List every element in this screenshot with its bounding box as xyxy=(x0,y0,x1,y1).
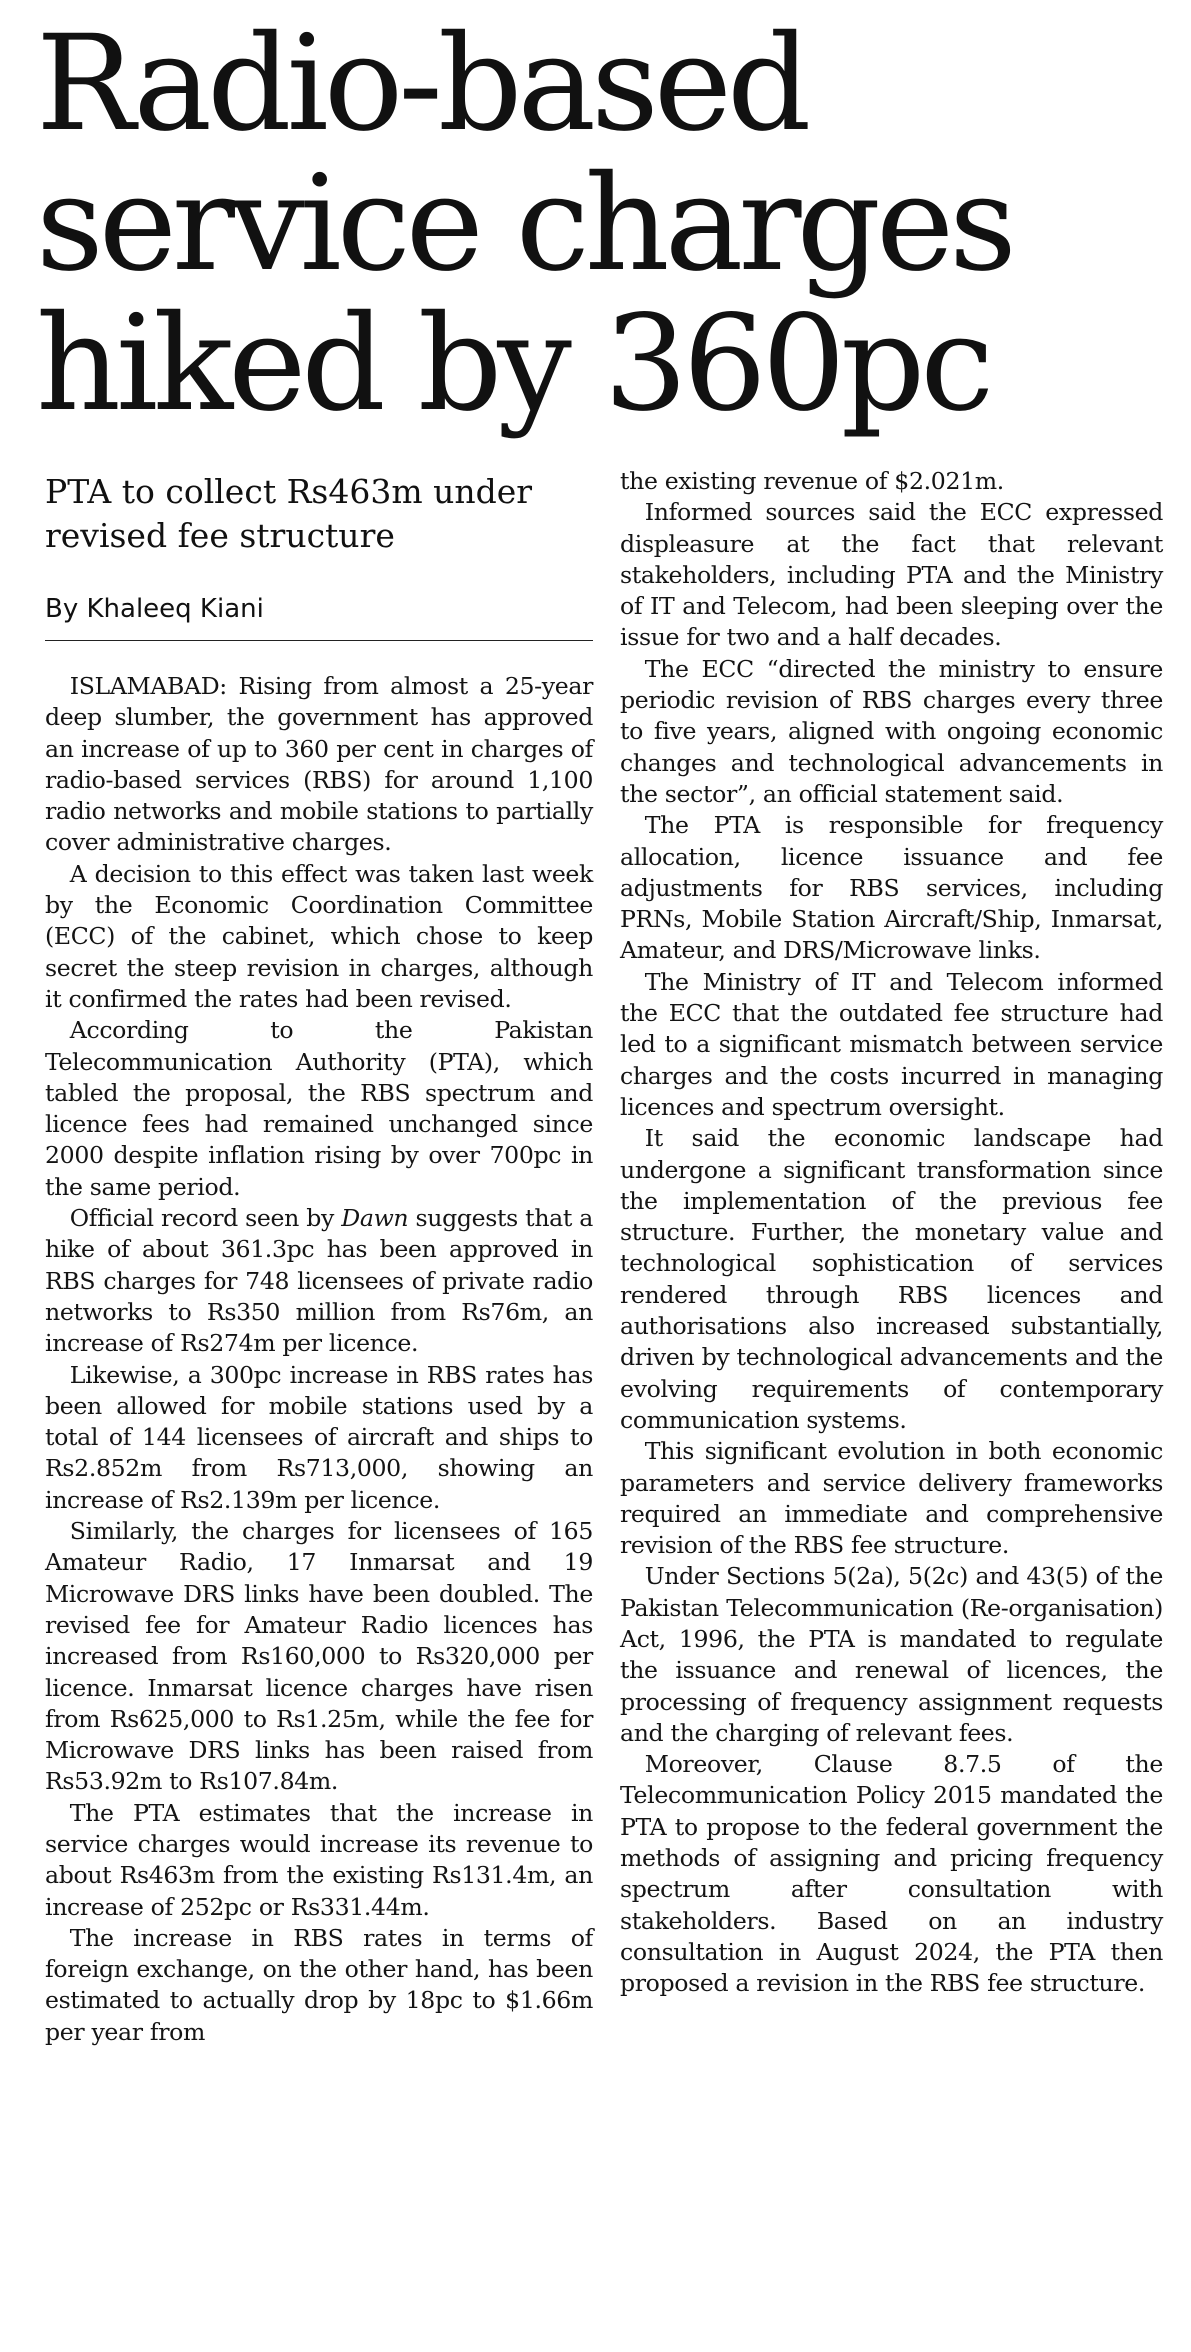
paragraph: The Ministry of IT and Telecom informed the ECC that the outdated fee structure had led to a significant mismatch between service charges and the costs incurred in managing licences and spectrum oversight. xyxy=(620,967,1163,1121)
paragraph-text: Official record seen by xyxy=(69,1204,334,1233)
right-column xyxy=(620,466,1163,2000)
right-column-body xyxy=(620,466,1163,2000)
paragraph: Likewise, a 300pc increase in RBS rates has been allowed for mobile stations used by a total of 144 licensees of aircraft and ships to Rs2.852m from Rs713,000, showing an increase of Rs2.139m per licence. xyxy=(45,1360,593,1514)
left-column xyxy=(45,470,593,2048)
paragraph: The ECC “directed the ministry to ensure periodic revision of RBS charges every three to five years, aligned with ongoing economic changes and technological advancements in the sector”, an official statement said. xyxy=(620,654,1163,808)
paragraph-text: suggests that a hike of about 361.3pc has been approved in RBS charges for 748 licensees of private radio networks to Rs350 million from Rs76m, an increase of Rs274m per licence. xyxy=(45,1204,593,1358)
paragraph: According to the Pakistan Telecommunication Authority (PTA), which tabled the proposal, the RBS spectrum and licence fees had remained unchanged since 2000 despite inflation rising by over 700pc in the same period. xyxy=(45,1016,593,1201)
paragraph: Moreover, Clause 8.7.5 of the Telecommunication Policy 2015 mandated the PTA to propose to the federal government the methods of assigning and pricing frequency spectrum after consultation with stakeholders. Based on an industry consultation in August 2024, the PTA then proposed a revision in the RBS fee structure. xyxy=(620,1750,1163,1998)
subheadline: PTA to collect Rs463m under revised fee structure xyxy=(45,472,533,555)
paragraph xyxy=(45,671,593,859)
left-column-body xyxy=(45,671,593,2048)
paragraph-continuation: the existing revenue of $2.021m. xyxy=(620,467,1004,495)
newspaper-name: Dawn xyxy=(341,1204,409,1233)
paragraph xyxy=(45,1203,593,1359)
paragraph: The PTA estimates that the increase in service charges would increase its revenue to about Rs463m from the existing Rs131.4m, an increase of 252pc or Rs331.44m. xyxy=(45,1798,593,1921)
paragraph: A decision to this effect was taken last week by the Economic Coordination Committee (ECC) of the cabinet, which chose to keep secret the steep revision in charges, although it confirmed the rates had been revised. xyxy=(45,859,593,1013)
paragraph: Under Sections 5(2a), 5(2c) and 43(5) of the Pakistan Telecommunication (Re-organisation) Act, 1996, the PTA is mandated to regulate the issuance and renewal of licences, the processing of frequency assignment requests and the charging of relevant fees. xyxy=(620,1562,1163,1747)
byline: By Khaleeq Kiani xyxy=(45,592,593,641)
headline: Radio-based service charges hiked by 360pc xyxy=(36,7,1012,441)
paragraph: This significant evolution in both economic parameters and service delivery frameworks required an immediate and comprehensive revision of the RBS fee structure. xyxy=(620,1437,1163,1560)
paragraph: Informed sources said the ECC expressed displeasure at the fact that relevant stakeholders, including PTA and the Ministry of IT and Telecom, had been sleeping over the issue for two and a half decades. xyxy=(620,498,1163,652)
paragraph: It said the economic landscape had undergone a significant transformation since the implementation of the previous fee structure. Further, the monetary value and technological sophistication of services rendered through RBS licences and authorisations also increased substantially, driven by technological advancements and the evolving requirements of contemporary communication systems. xyxy=(620,1124,1163,1434)
dateline: ISLAMABAD: xyxy=(69,672,227,700)
paragraph: The PTA is responsible for frequency allocation, licence issuance and fee adjustments for RBS services, including PRNs, Mobile Station Aircraft/Ship, Inmarsat, Amateur, and DRS/Microwave links. xyxy=(620,811,1163,965)
paragraph: The increase in RBS rates in terms of foreign exchange, on the other hand, has been estimated to actually drop by 18pc to $1.66m per year from xyxy=(45,1923,593,2046)
paragraph-text: Rising from almost a 25-year deep slumber, the government has approved an increase of up to 360 per cent in charges of radio-based services (RBS) for around 1,100 radio networks and mobile stations to partially cover administrative charges. xyxy=(45,672,593,857)
paragraph: Similarly, the charges for licensees of 165 Amateur Radio, 17 Inmarsat and 19 Microwave DRS links have been doubled. The revised fee for Amateur Radio licences has increased from Rs160,000 to Rs320,000 per licence. Inmarsat licence charges have risen from Rs625,000 to Rs1.25m, while the fee for Microwave DRS links has been raised from Rs53.92m to Rs107.84m. xyxy=(45,1517,593,1796)
